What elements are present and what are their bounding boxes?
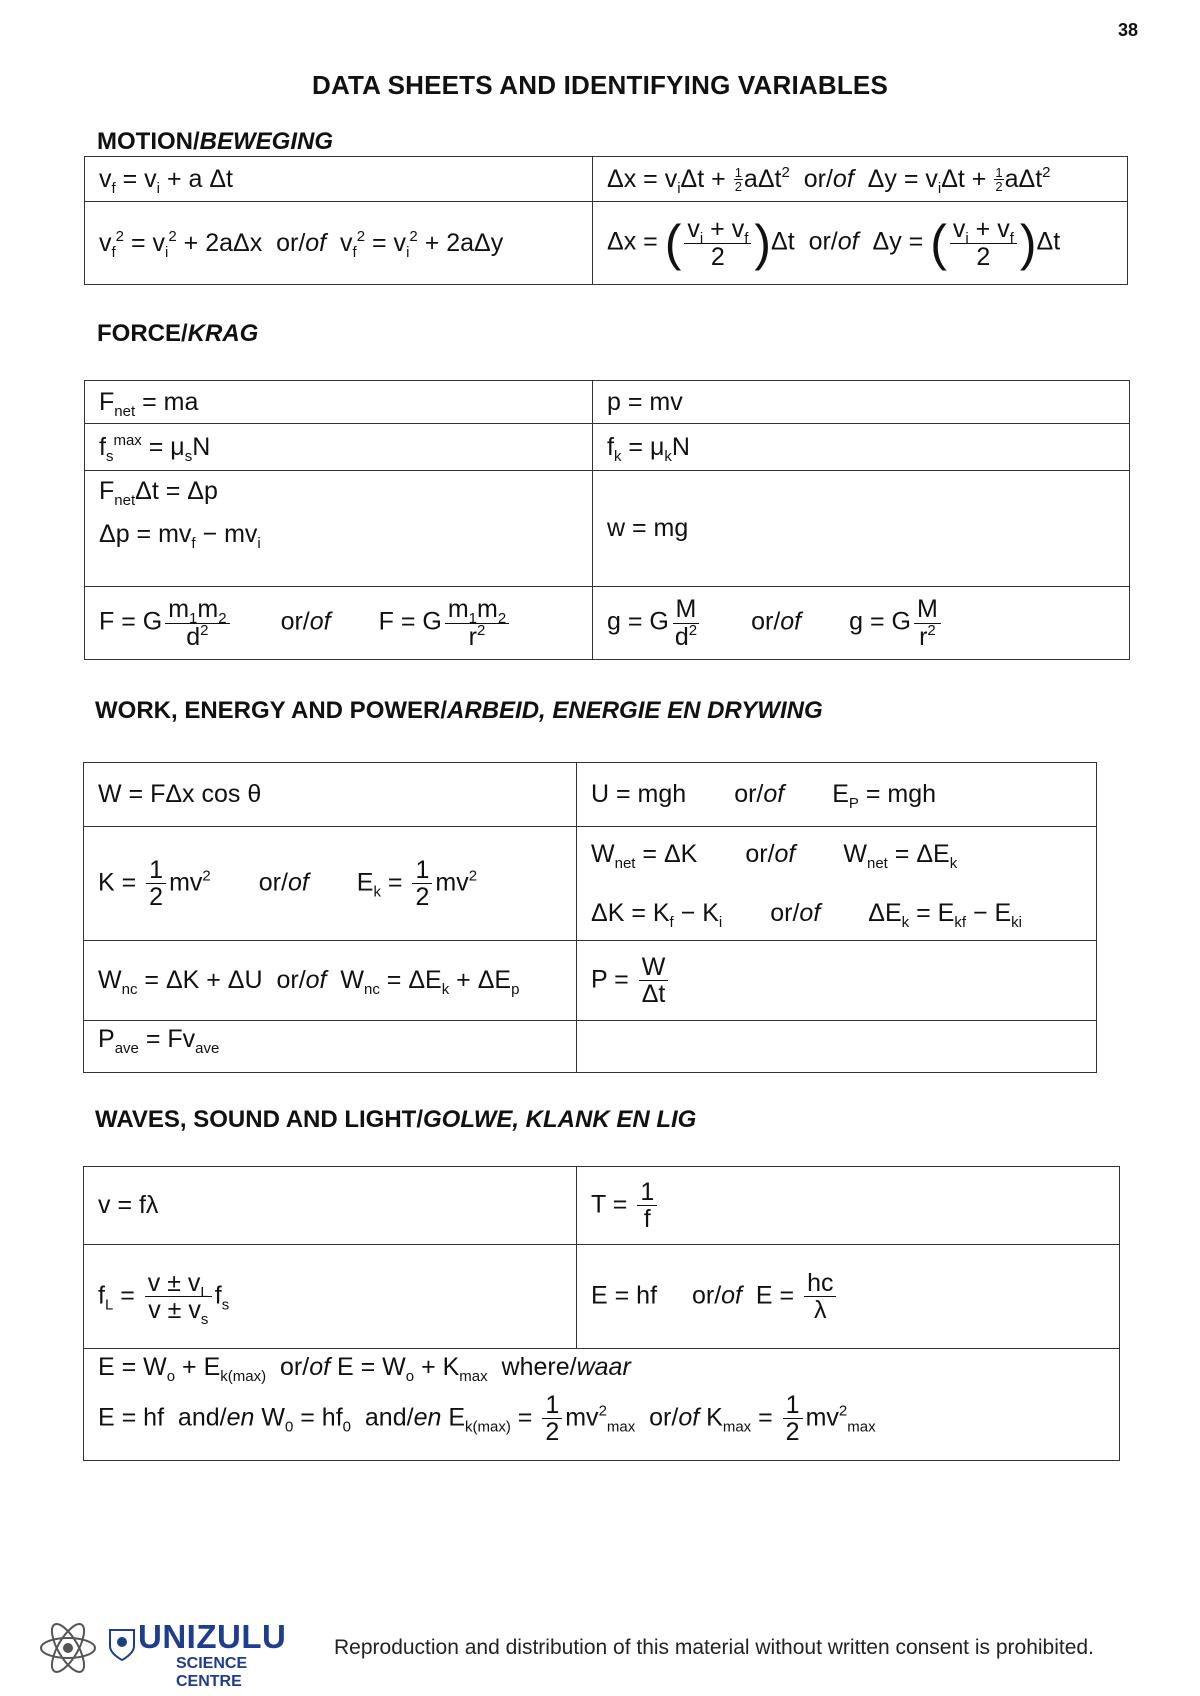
formula-cell: P = $\frac{W}{\Delta t}$ bbox=[577, 941, 1097, 1021]
formula-cell: $v_f^2 = v_i^2 + 2a\Delta x$ or/of $v_f^2 = v_i^2 + 2a\Delta y$ bbox=[85, 202, 593, 285]
empty-cell bbox=[577, 1021, 1097, 1073]
section-motion-heading: MOTION/BEWEGING bbox=[97, 128, 333, 155]
atom-icon bbox=[38, 1620, 98, 1676]
section-force-heading: FORCE/KRAG bbox=[97, 320, 259, 347]
formula-cell: F = G $\frac{m_1m_2}{d^2}$ or/of F = G $\frac{m_1m_2}{r^2}$ bbox=[85, 587, 593, 660]
waves-table bbox=[83, 1166, 1120, 1461]
formula-cell: W = FΔx cos θ bbox=[84, 763, 577, 827]
work-energy-table bbox=[83, 762, 1097, 1073]
formula-cell: Δx = ( $\frac{v_i + v_f}{2}$ )Δt or/of Δy = ( $\frac{v_i + v_f}{2}$ )Δt bbox=[593, 202, 1128, 285]
formula-cell: p = mv bbox=[593, 381, 1130, 424]
formula-cell: U = mgh or/of $E_P$ = mgh bbox=[577, 763, 1097, 827]
force-table bbox=[84, 380, 1130, 660]
section-work-heading: WORK, ENERGY AND POWER/ARBEID, ENERGIE EN DRYWING bbox=[95, 697, 823, 724]
formula-cell: $W_{nc} = \Delta K + \Delta U$ or/of $W_{nc} = \Delta E_k + \Delta E_p$ bbox=[84, 941, 577, 1021]
formula-cell: $f_L$ = $\frac{v \pm v_L}{v \pm v_s}$ $f_s$ bbox=[84, 1245, 577, 1349]
formula-cell: w = mg bbox=[593, 471, 1130, 587]
formula-cell: $F_{net}$ = ma bbox=[85, 381, 593, 424]
formula-cell: K = $\frac{1}{2}$ $mv^2$ or/of $E_k$ = $\frac{1}{2}$ $mv^2$ bbox=[84, 827, 577, 941]
formula-cell: $f_s^{max} = \mu_sN$ bbox=[85, 424, 593, 471]
formula-cell: $\Delta x = v_i\Delta t$ + $\frac{1}{2}$ aΔt$^2$ or/of $\Delta y = v_i\Delta t$ + $\frac{1}{2}$ aΔt$^2$ bbox=[593, 157, 1128, 202]
formula-cell: g = G $\frac{M}{d^2}$ or/of g = G $\frac{M}{r^2}$ bbox=[593, 587, 1130, 660]
logo-name: UNIZULU bbox=[138, 1618, 287, 1655]
formula-cell: $E = W_o + E_{k(max)}$ or/of $E = W_o + K_{max}$ where/waar E = hf and/en $W_0 = hf_0$ and/en $E_{k(max)}$ = $\frac{1}{2}$ $mv^2_{max}$ or/of $K_{max}$ = $\frac{1}{2}$ $mv^2_{max}$ bbox=[84, 1349, 1120, 1461]
page-title: DATA SHEETS AND IDENTIFYING VARIABLES bbox=[311, 70, 889, 100]
formula-cell: T = $\frac{1}{f}$ bbox=[577, 1167, 1120, 1245]
section-waves-heading: WAVES, SOUND AND LIGHT/GOLWE, KLANK EN LIG bbox=[95, 1106, 697, 1133]
formula-cell: $v_f = v_i + a$ Δt bbox=[85, 157, 593, 202]
formula-cell: $W_{net} = \Delta K$ or/of $W_{net} = \Delta E_k$ $\Delta K = K_f - K_i$ or/of $\Delta E_k = E_{kf} - E_{ki}$ bbox=[577, 827, 1097, 941]
motion-table bbox=[84, 156, 1128, 285]
copyright-notice: Reproduction and distribution of this material without written consent is prohibited. bbox=[334, 1636, 1094, 1659]
formula-cell: E = hf or/of E = $\frac{hc}{\lambda}$ bbox=[577, 1245, 1120, 1349]
formula-cell: $F_{net}\Delta t = \Delta p$ $\Delta p = mv_f - mv_i$ bbox=[85, 471, 593, 587]
crest-icon bbox=[108, 1628, 136, 1662]
formula-cell: $P_{ave} = Fv_{ave}$ bbox=[84, 1021, 577, 1073]
logo-subtitle: SCIENCE CENTRE bbox=[176, 1655, 248, 1690]
formula-cell: v = fλ bbox=[84, 1167, 577, 1245]
unizulu-logo bbox=[38, 1618, 298, 1690]
page-number: 38 bbox=[1117, 20, 1138, 40]
formula-cell: $f_k = \mu_kN$ bbox=[593, 424, 1130, 471]
